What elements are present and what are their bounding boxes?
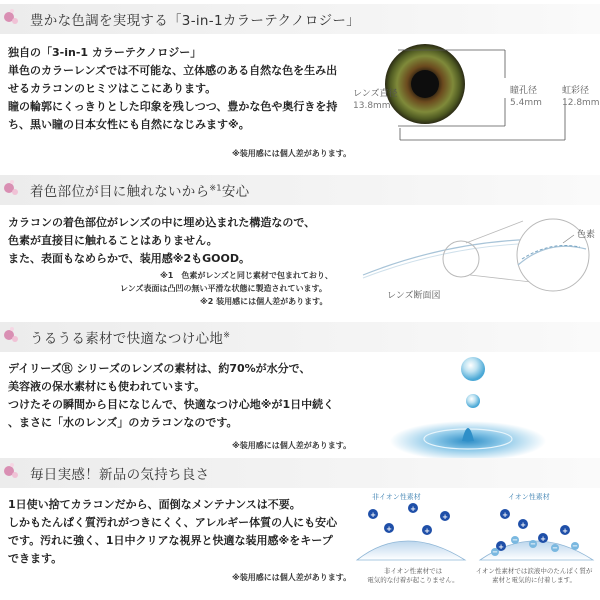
text-line: また、表面もなめらかで、装用感※2もGOOD。: [8, 252, 250, 265]
section3-body: [8, 360, 334, 432]
title-end: 安心: [221, 184, 250, 200]
bubble-icon: [4, 326, 26, 348]
section-header-3in1: [0, 4, 600, 34]
svg-text:+: +: [386, 525, 392, 533]
section-header-freshness: [0, 458, 600, 488]
svg-text:+: +: [424, 527, 430, 535]
text-line: 、まさに「水のレンズ」のカラコンなのです。: [8, 416, 238, 429]
label-text: 瞳孔径: [510, 86, 538, 96]
text-line: せるカラコンのヒミツはここにあります。: [8, 82, 217, 95]
section-header-safety: [0, 175, 600, 205]
note: ※装用感には個人差があります。: [232, 441, 352, 450]
text-line: ち、黒い瞳の日本女性にも自然になじみます※。: [8, 118, 250, 131]
label-text: レンズ直径: [353, 89, 398, 99]
title-sup: ※: [223, 330, 231, 340]
caption-line: 非イオン性素材では: [383, 567, 443, 575]
section4-body: [8, 496, 337, 568]
label-value: 12.8mm: [562, 98, 600, 108]
svg-text:−: −: [492, 548, 498, 556]
caption-line: イオン性素材では涙液中のたんぱく質が: [475, 567, 593, 575]
caption-line: 電気的な付着が起こりません。: [367, 576, 459, 584]
water-drop-image: [390, 355, 550, 465]
section-header-moisture: [0, 322, 600, 352]
pupil-label: [510, 85, 542, 109]
note: ※2 装用感には個人差があります。: [200, 297, 328, 306]
lens-diameter-label: [353, 88, 398, 112]
svg-text:+: +: [370, 511, 376, 519]
ionic-label: イオン性素材: [508, 493, 550, 501]
section2-body: [8, 214, 315, 268]
note: ※装用感には個人差があります。: [232, 573, 352, 582]
text-line: 瞳の輪郭にくっきりとした印象を残しつつ、豊かな色や奥行きを持: [8, 100, 338, 113]
text-line: デイリーズⓇ シリーズのレンズの素材は、約70%が水分で、: [8, 362, 311, 375]
section-title: 豊かな色調を実現する「3-in-1カラーテクノロジー」: [30, 13, 361, 29]
svg-text:−: −: [530, 540, 536, 548]
text-line: 1日使い捨てカラコンだから、面倒なメンテナンスは不要。: [8, 498, 301, 511]
svg-text:+: +: [520, 521, 526, 529]
bubble-icon: [4, 462, 26, 484]
svg-text:+: +: [502, 511, 508, 519]
svg-text:+: +: [410, 505, 416, 513]
svg-text:+: +: [562, 527, 568, 535]
section-title: [30, 180, 249, 200]
text-line: しかもたんぱく質汚れがつきにくく、アレルギー体質の人にも安心: [8, 516, 338, 529]
section-title: 毎日実感！新品の気持ち良さ: [30, 467, 210, 483]
section1-body: [8, 44, 337, 134]
note: ※装用感には個人差があります。: [232, 149, 352, 158]
label-text: 虹彩径: [562, 86, 590, 96]
bubble-icon: [4, 8, 26, 30]
label-value: 5.4mm: [510, 98, 542, 108]
bubble-icon: [4, 179, 26, 201]
iris-label: [562, 85, 600, 109]
ion-material-diagram: [355, 500, 595, 568]
label-value: 13.8mm: [353, 101, 391, 111]
ionic-caption: [470, 567, 598, 585]
svg-text:+: +: [498, 543, 504, 551]
svg-text:+: +: [442, 513, 448, 521]
caption-line: 素材と電気的に付着します。: [492, 576, 576, 584]
text-line: できます。: [8, 552, 63, 565]
text-line: カラコンの着色部位がレンズの中に埋め込まれた構造なので、: [8, 216, 316, 229]
svg-text:+: +: [540, 535, 546, 543]
nonionic-caption: [357, 567, 469, 585]
title-main: うるうる素材で快適なつけ心地: [30, 331, 224, 347]
text-line: 美容液の保水素材にも使われています。: [8, 380, 206, 393]
note: ※1 色素がレンズと同じ素材で包まれており、: [160, 271, 333, 280]
note: レンズ表面は凸凹の無い平滑な状態に製造されています。: [120, 284, 327, 293]
title-main: 着色部位が目に触れないから: [30, 184, 210, 200]
cross-section-label: レンズ断面図: [387, 291, 441, 301]
text-line: 単色のカラーレンズでは不可能な、立体感のある自然な色を生み出: [8, 64, 338, 77]
section-title: [30, 327, 230, 347]
title-sup: ※1: [209, 183, 222, 193]
text-line: 色素が直接目に触れることはありません。: [8, 234, 218, 247]
svg-text:−: −: [512, 536, 518, 544]
text-line: 独自の「3-in-1 カラーテクノロジー」: [8, 46, 202, 59]
svg-text:−: −: [552, 544, 558, 552]
text-line: つけたその瞬間から目になじんで、快適なつけ心地※が1日中続く: [8, 398, 335, 411]
svg-text:−: −: [572, 542, 578, 550]
text-line: です。汚れに強く、1日中クリアな視界と快適な装用感※をキープ: [8, 534, 333, 547]
pigment-label: 色素: [577, 230, 596, 240]
nonionic-label: 非イオン性素材: [372, 493, 421, 501]
